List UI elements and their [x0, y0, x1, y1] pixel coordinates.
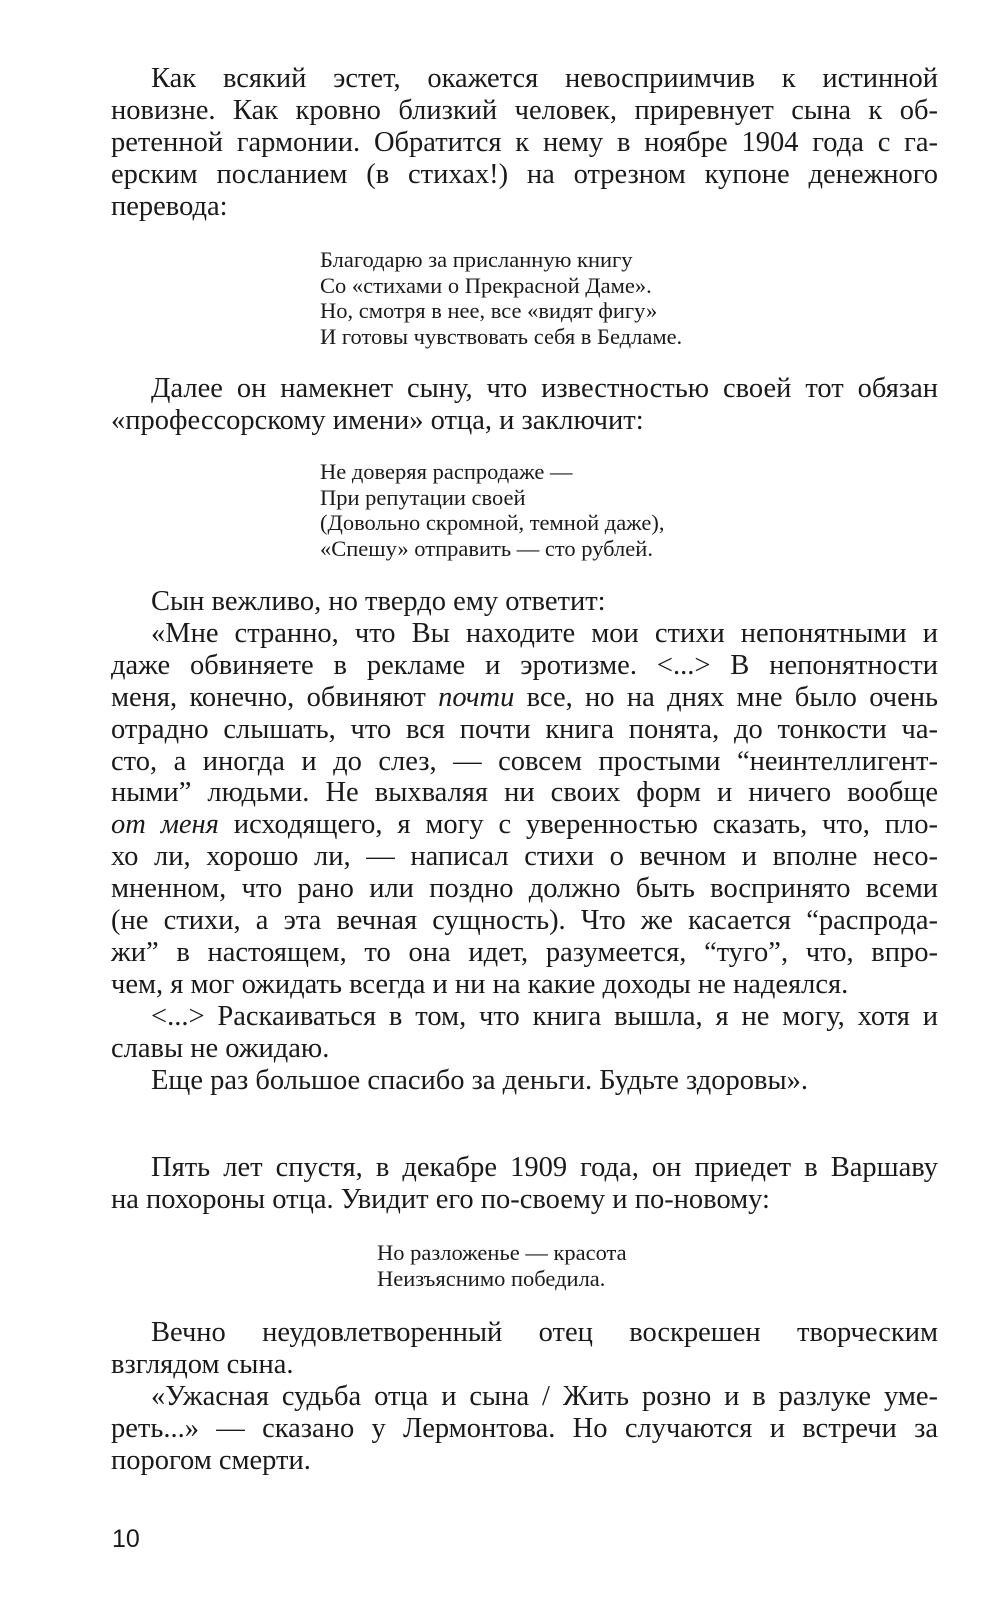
italic-emphasis: почти — [438, 681, 515, 713]
text-line: «профессорскому имени» отца, и заключит: — [111, 404, 644, 436]
paragraph-conclusion — [111, 1317, 938, 1477]
verse-line: (Довольно скромной, темной даже), — [320, 510, 665, 536]
text-line: сто, а иногда и до слез, — совсем простыми “неинтеллигент- — [111, 745, 938, 777]
text-line: новизне. Как кровно близкий человек, приревнует сына к об- — [111, 94, 938, 126]
text-line: (не стихи, а эта вечная сущность). Что же касается “распрода- — [111, 905, 938, 937]
text-line: <...> Раскаиваться в том, что книга вышла, я не могу, хотя и — [151, 1000, 938, 1032]
paragraph-intro — [111, 63, 938, 223]
verse-line: Но разложенье — красота — [377, 1240, 627, 1265]
text-line: жи” в настоящем, то она идет, разумеется, “туго”, что, впро- — [111, 936, 938, 968]
verse-line: Неизъяснимо победила. — [377, 1265, 606, 1291]
verse-line: Благодарю за присланную книгу — [320, 247, 633, 272]
text-line: на похороны отца. Увидит его по-своему и по-новому: — [111, 1183, 770, 1215]
italic-emphasis: от меня — [111, 809, 219, 841]
text-line: Пять лет спустя, в декабре 1909 года, он приедет в Варшаву — [151, 1152, 938, 1183]
text-line: мненном, что рано или поздно должно быть воспринято всеми — [111, 873, 938, 905]
verse-line: Со «стихами о Прекрасной Даме». — [320, 272, 652, 298]
verse-line: При репутации своей — [320, 484, 526, 510]
text-run: все, но на днях мне было очень — [514, 681, 938, 713]
text-run: исходящего, я могу с уверенностью сказать, что, пло- — [218, 809, 938, 841]
text-line: славы не ожидаю. — [111, 1032, 330, 1064]
text-line: отрадно слышать, что вся почти книга понята, до тонкости ча- — [111, 713, 938, 745]
verse-quote-1 — [320, 247, 682, 350]
text-line: взглядом сына. — [111, 1348, 294, 1380]
paragraph-son-reply — [111, 586, 938, 1097]
verse-quote-2 — [320, 459, 665, 562]
verse-line: Но, смотря в нее, все «видят фигу» — [320, 298, 658, 324]
verse-line: «Спешу» отправить — сто рублей. — [320, 536, 653, 562]
text-line: «Ужасная судьба отца и сына / Жить розно и в разлуке уме- — [151, 1380, 938, 1412]
verse-line: И готовы чувствовать себя в Бедламе. — [320, 324, 683, 350]
text-run: меня, конечно, обвиняют — [111, 681, 439, 713]
text-line: порогом смерти. — [111, 1444, 311, 1476]
text-line: перевода: — [111, 190, 228, 222]
text-line: ными” людьми. Не выхваляя ни своих форм и ничего вообще — [111, 777, 938, 809]
text-line: Далее он намекнет сыну, что известностью своей тот обязан — [151, 373, 938, 404]
text-line: чем, я мог ожидать всегда и ни на какие доходы не надеялся. — [111, 968, 849, 1000]
text-line: Вечно неудовлетворенный отец воскрешен творческим — [151, 1317, 938, 1348]
verse-line: Не доверяя распродаже — — [320, 459, 573, 484]
text-line: ерским посланием (в стихах!) на отрезном купоне денежного — [111, 158, 938, 190]
text-line: ретенной гармонии. Обратится к нему в ноябре 1904 года с га- — [111, 126, 938, 158]
text-line: хо ли, хорошо ли, — написал стихи о вечном и вполне несо- — [111, 841, 938, 873]
page-number: 10 — [112, 1525, 140, 1553]
text-line: реть...» — сказано у Лермонтова. Но случаются и встречи за — [111, 1412, 938, 1444]
text-line: Сын вежливо, но твердо ему ответит: — [151, 586, 606, 617]
text-line: «Мне странно, что Вы находите мои стихи непонятными и — [151, 617, 938, 649]
text-line: Еще раз большое спасибо за деньги. Будьте здоровы». — [151, 1064, 809, 1096]
text-line — [111, 809, 938, 841]
paragraph-funeral — [111, 1152, 938, 1216]
text-line — [111, 682, 938, 714]
text-line: даже обвиняете в рекламе и эротизме. <...> В непонятности — [111, 649, 938, 681]
verse-quote-3 — [377, 1240, 627, 1291]
text-line: Как всякий эстет, окажется невосприимчив к истинной — [151, 63, 938, 94]
paragraph-father-hint — [111, 373, 938, 437]
